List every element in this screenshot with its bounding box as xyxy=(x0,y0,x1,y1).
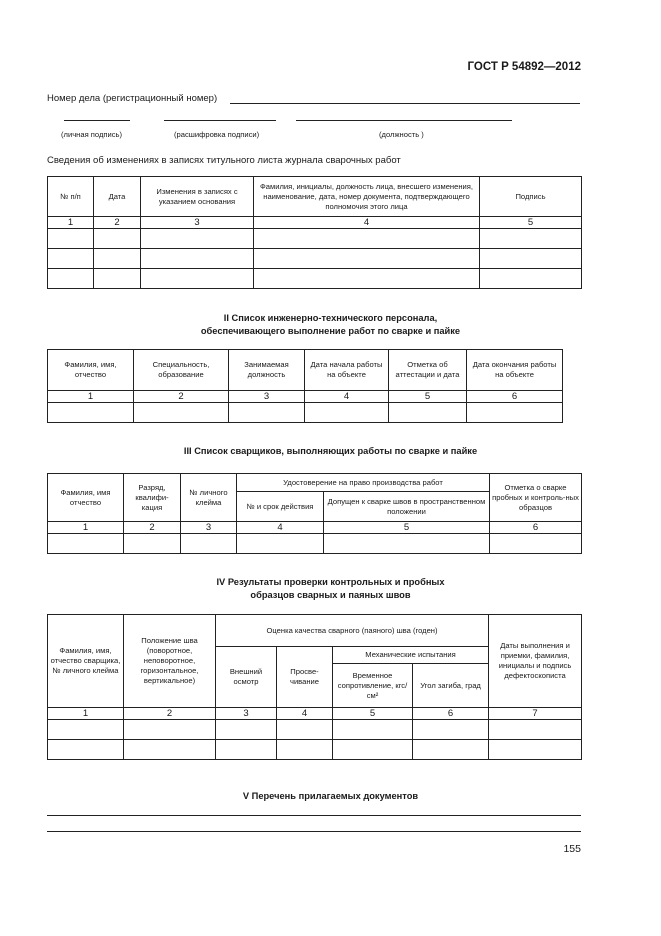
changes-table xyxy=(47,176,582,289)
position-caption: (должность ) xyxy=(379,130,424,139)
welders-table xyxy=(47,473,582,554)
number-row xyxy=(48,522,582,534)
standard-header: ГОСТ Р 54892—2012 xyxy=(467,61,581,73)
header-cell: Фамилия, имя, отчество сварщика, № личного клейма xyxy=(48,615,124,708)
section4-title xyxy=(0,576,661,602)
table-header-row xyxy=(48,177,582,217)
number-cell: 1 xyxy=(48,522,124,534)
number-cell: 4 xyxy=(277,708,333,720)
number-cell: 7 xyxy=(489,708,582,720)
table-header-row xyxy=(48,350,563,391)
header-cell: Дата xyxy=(94,177,141,217)
header-cell: Дата начала работы на объекте xyxy=(305,350,389,391)
number-cell: 3 xyxy=(229,391,305,403)
number-cell: 3 xyxy=(216,708,277,720)
signature-caption: (личная подпись) xyxy=(61,130,123,139)
number-cell: 2 xyxy=(134,391,229,403)
itr-staff-table xyxy=(47,349,563,423)
number-cell: 3 xyxy=(181,522,237,534)
header-cell: Временное сопротивление, кгс/см² xyxy=(333,664,413,708)
table-row xyxy=(48,720,582,740)
decode-line xyxy=(164,120,276,121)
header-cell: № личного клейма xyxy=(181,474,237,522)
header-cell: Отметка об аттестации и дата xyxy=(389,350,467,391)
header-cell: Занимаемая должность xyxy=(229,350,305,391)
table-row xyxy=(48,249,582,269)
signature-line xyxy=(64,120,130,121)
header-cell: Подпись xyxy=(480,177,582,217)
registration-line xyxy=(230,103,580,104)
header-cell: № и срок действия xyxy=(237,492,324,522)
test-results-table xyxy=(47,614,582,760)
header-cell: Разряд, квалифи-кация xyxy=(124,474,181,522)
section4-title-line2: образцов сварных и паяных швов xyxy=(250,590,411,600)
number-cell: 4 xyxy=(305,391,389,403)
header-cell: Фамилия, инициалы, должность лица, внесшего изменения, наименование, дата, номер документа, подтверждающего полномочия этого лица xyxy=(254,177,480,217)
table-row xyxy=(48,534,582,554)
decode-caption: (расшифровка подписи) xyxy=(174,130,260,139)
number-cell: 5 xyxy=(389,391,467,403)
number-cell: 5 xyxy=(333,708,413,720)
number-cell: 1 xyxy=(48,708,124,720)
header-cell: Изменения в записях с указанием основания xyxy=(141,177,254,217)
number-cell: 6 xyxy=(490,522,582,534)
position-line xyxy=(296,120,512,121)
header-cell: Положение шва (поворотное, неповоротное, горизонтальное, вертикальное) xyxy=(124,615,216,708)
section3-title: III Список сварщиков, выполняющих работы по сварке и пайке xyxy=(183,446,478,456)
number-cell: 1 xyxy=(48,217,94,229)
number-row xyxy=(48,217,582,229)
table-row xyxy=(48,269,582,289)
section2-title xyxy=(0,312,661,338)
section4-title-line1: IV Результаты проверки контрольных и пробных xyxy=(216,577,445,587)
header-cell: Дата окончания работы на объекте xyxy=(467,350,563,391)
number-cell: 2 xyxy=(94,217,141,229)
page-number: 155 xyxy=(563,843,581,855)
header-cell: Специальность, образование xyxy=(134,350,229,391)
documents-line xyxy=(47,815,581,816)
table-row xyxy=(48,403,563,423)
number-row xyxy=(48,708,582,720)
number-cell: 2 xyxy=(124,522,181,534)
number-cell: 4 xyxy=(254,217,480,229)
header-cell: Допущен к сварке швов в пространственном положении xyxy=(324,492,490,522)
number-cell: 6 xyxy=(413,708,489,720)
documents-line xyxy=(47,831,581,832)
section2-title-line2: обеспечивающего выполнение работ по сварке и пайке xyxy=(200,326,461,336)
header-cell: Механические испытания xyxy=(333,647,489,664)
header-cell: Угол загиба, град xyxy=(413,664,489,708)
header-cell: Просве-чивание xyxy=(277,647,333,708)
header-cell: Удостоверение на право производства работ xyxy=(237,474,490,492)
header-cell: Оценка качества сварного (паяного) шва (годен) xyxy=(216,615,489,647)
header-cell: Фамилия, имя, отчество xyxy=(48,350,134,391)
number-cell: 5 xyxy=(480,217,582,229)
number-cell: 6 xyxy=(467,391,563,403)
header-cell: Отметка о сварке пробных и контроль-ных образцов xyxy=(490,474,582,522)
number-cell: 4 xyxy=(237,522,324,534)
header-cell: Фамилия, имя отчество xyxy=(48,474,124,522)
number-cell: 5 xyxy=(324,522,490,534)
table-row xyxy=(48,740,582,760)
registration-label: Номер дела (регистрационный номер) xyxy=(47,93,218,104)
header-cell: № п/п xyxy=(48,177,94,217)
number-row xyxy=(48,391,563,403)
section5-title: V Перечень прилагаемых документов xyxy=(242,791,419,801)
number-cell: 2 xyxy=(124,708,216,720)
number-cell: 1 xyxy=(48,391,134,403)
section2-title-line1: II Список инженерно-технического персонала, xyxy=(223,313,438,323)
number-cell: 3 xyxy=(141,217,254,229)
table-row xyxy=(48,229,582,249)
header-cell: Даты выполнения и приемки, фамилия, инициалы и подпись дефектоскописта xyxy=(489,615,582,708)
section1-title: Сведения об изменениях в записях титульного листа журнала сварочных работ xyxy=(47,155,401,166)
header-cell: Внешний осмотр xyxy=(216,647,277,708)
